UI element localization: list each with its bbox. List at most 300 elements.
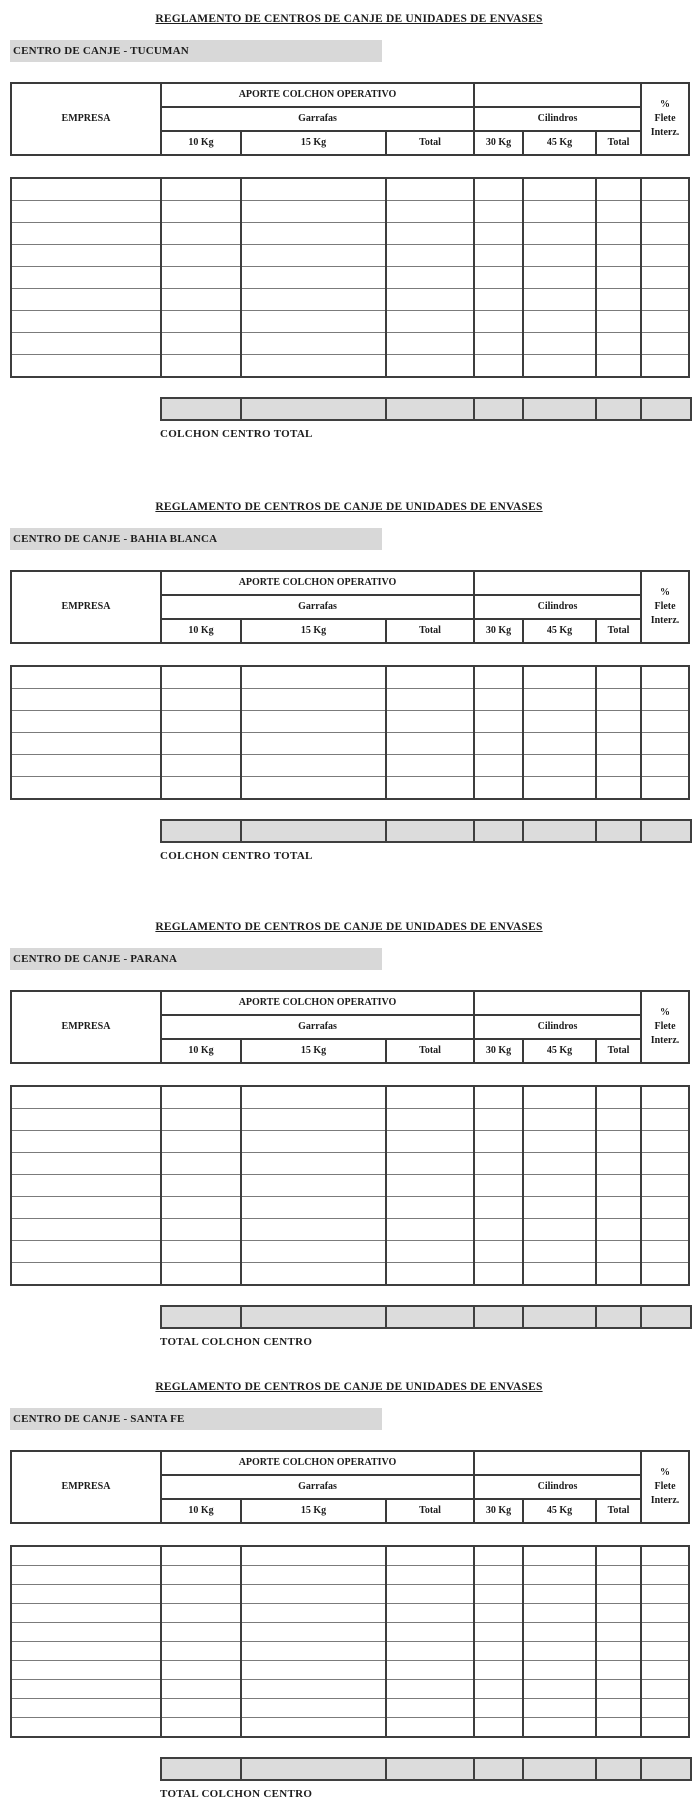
col-header-45kg: 45 Kg bbox=[523, 1039, 596, 1063]
body-cell bbox=[474, 201, 523, 223]
body-row bbox=[11, 1699, 689, 1718]
body-cell bbox=[596, 666, 641, 689]
col-header-45kg: 45 Kg bbox=[523, 1499, 596, 1523]
body-cell bbox=[474, 1131, 523, 1153]
body-cell bbox=[161, 1241, 241, 1263]
body-cell bbox=[161, 1197, 241, 1219]
body-cell bbox=[474, 689, 523, 711]
col-header-10kg: 10 Kg bbox=[161, 1039, 241, 1063]
body-row bbox=[11, 689, 689, 711]
body-cell bbox=[386, 666, 474, 689]
center-banner bbox=[10, 1408, 382, 1430]
flete-line: Interz. bbox=[650, 1495, 680, 1506]
body-cell bbox=[11, 355, 161, 378]
body-cell bbox=[241, 267, 386, 289]
body-cell bbox=[386, 1623, 474, 1642]
body-cell bbox=[386, 1718, 474, 1738]
entries-table bbox=[10, 177, 690, 378]
body-cell bbox=[523, 1086, 596, 1109]
body-cell bbox=[596, 1604, 641, 1623]
body-cell bbox=[641, 1197, 689, 1219]
body-cell bbox=[11, 1086, 161, 1109]
body-cell bbox=[523, 1175, 596, 1197]
body-row bbox=[11, 1718, 689, 1738]
body-cell bbox=[596, 711, 641, 733]
body-cell bbox=[596, 1175, 641, 1197]
body-cell bbox=[641, 1661, 689, 1680]
body-cell bbox=[386, 1241, 474, 1263]
body-cell bbox=[641, 223, 689, 245]
total-bar bbox=[160, 819, 692, 843]
body-cell bbox=[161, 1263, 241, 1286]
col-header-total-cilindros: Total bbox=[596, 131, 641, 155]
body-cell bbox=[641, 1604, 689, 1623]
body-cell bbox=[641, 245, 689, 267]
body-cell bbox=[386, 1680, 474, 1699]
body-cell bbox=[241, 733, 386, 755]
body-cell bbox=[523, 1241, 596, 1263]
total-bar-cell bbox=[162, 1307, 242, 1327]
body-cell bbox=[161, 223, 241, 245]
body-row bbox=[11, 1585, 689, 1604]
body-cell bbox=[386, 1219, 474, 1241]
document-title: REGLAMENTO DE CENTROS DE CANJE DE UNIDADES DE ENVASES bbox=[155, 13, 543, 25]
entries-table bbox=[10, 665, 690, 800]
total-bar-cell bbox=[242, 399, 387, 419]
body-cell bbox=[386, 1109, 474, 1131]
body-cell bbox=[161, 1718, 241, 1738]
body-cell bbox=[11, 777, 161, 800]
body-cell bbox=[641, 777, 689, 800]
body-row bbox=[11, 1131, 689, 1153]
body-cell bbox=[596, 355, 641, 378]
body-cell bbox=[386, 223, 474, 245]
body-cell bbox=[241, 1566, 386, 1585]
body-cell bbox=[161, 711, 241, 733]
body-cell bbox=[241, 1604, 386, 1623]
body-cell bbox=[474, 1153, 523, 1175]
body-cell bbox=[11, 1585, 161, 1604]
body-cell bbox=[386, 777, 474, 800]
body-cell bbox=[474, 1109, 523, 1131]
header-aporte: APORTE COLCHON OPERATIVO bbox=[161, 571, 474, 595]
body-cell bbox=[474, 777, 523, 800]
body-cell bbox=[523, 311, 596, 333]
body-cell bbox=[241, 689, 386, 711]
body-cell bbox=[641, 1566, 689, 1585]
body-cell bbox=[596, 1642, 641, 1661]
body-cell bbox=[241, 1153, 386, 1175]
header-flete bbox=[641, 571, 689, 643]
center-banner bbox=[10, 528, 382, 550]
col-header-10kg: 10 Kg bbox=[161, 1499, 241, 1523]
body-cell bbox=[474, 333, 523, 355]
body-cell bbox=[523, 711, 596, 733]
col-header-30kg: 30 Kg bbox=[474, 1039, 523, 1063]
body-cell bbox=[641, 1175, 689, 1197]
body-cell bbox=[523, 289, 596, 311]
body-cell bbox=[11, 1718, 161, 1738]
body-cell bbox=[596, 1623, 641, 1642]
document-title: REGLAMENTO DE CENTROS DE CANJE DE UNIDADES DE ENVASES bbox=[155, 501, 543, 513]
body-cell bbox=[523, 267, 596, 289]
body-cell bbox=[386, 1546, 474, 1566]
body-cell bbox=[241, 1219, 386, 1241]
body-cell bbox=[474, 1680, 523, 1699]
body-row bbox=[11, 245, 689, 267]
body-cell bbox=[523, 733, 596, 755]
body-cell bbox=[474, 1263, 523, 1286]
body-cell bbox=[386, 1175, 474, 1197]
total-bar-cell bbox=[162, 1759, 242, 1779]
flete-line: % bbox=[660, 587, 671, 598]
section-parana bbox=[10, 920, 688, 1348]
body-cell bbox=[474, 1604, 523, 1623]
body-cell bbox=[523, 1546, 596, 1566]
body-row bbox=[11, 666, 689, 689]
section-santa-fe bbox=[10, 1380, 688, 1800]
body-cell bbox=[596, 267, 641, 289]
body-row bbox=[11, 1566, 689, 1585]
document-title: REGLAMENTO DE CENTROS DE CANJE DE UNIDADES DE ENVASES bbox=[155, 1381, 543, 1393]
body-cell bbox=[241, 1680, 386, 1699]
body-cell bbox=[641, 1131, 689, 1153]
body-cell bbox=[241, 1585, 386, 1604]
col-header-15kg: 15 Kg bbox=[241, 619, 386, 643]
body-cell bbox=[241, 1546, 386, 1566]
header-table bbox=[10, 1450, 690, 1524]
center-banner-label: CENTRO DE CANJE - BAHIA BLANCA bbox=[13, 533, 218, 545]
flete-line: Flete bbox=[654, 113, 676, 124]
header-flete bbox=[641, 83, 689, 155]
body-cell bbox=[641, 1642, 689, 1661]
header-aporte: APORTE COLCHON OPERATIVO bbox=[161, 991, 474, 1015]
body-cell bbox=[596, 311, 641, 333]
body-cell bbox=[474, 223, 523, 245]
body-cell bbox=[11, 1263, 161, 1286]
body-cell bbox=[11, 1197, 161, 1219]
body-cell bbox=[11, 1623, 161, 1642]
body-cell bbox=[641, 1153, 689, 1175]
body-cell bbox=[641, 1623, 689, 1642]
body-cell bbox=[241, 777, 386, 800]
body-cell bbox=[474, 1623, 523, 1642]
body-cell bbox=[474, 1718, 523, 1738]
header-empty-cell bbox=[474, 1451, 641, 1475]
header-cilindros: Cilindros bbox=[474, 1475, 641, 1499]
total-bar-cell bbox=[162, 821, 242, 841]
body-cell bbox=[523, 1623, 596, 1642]
header-aporte: APORTE COLCHON OPERATIVO bbox=[161, 1451, 474, 1475]
body-cell bbox=[161, 1131, 241, 1153]
body-cell bbox=[523, 1219, 596, 1241]
body-cell bbox=[386, 1566, 474, 1585]
body-cell bbox=[523, 777, 596, 800]
body-cell bbox=[241, 201, 386, 223]
body-cell bbox=[474, 1585, 523, 1604]
body-cell bbox=[161, 1153, 241, 1175]
body-cell bbox=[161, 755, 241, 777]
body-cell bbox=[241, 245, 386, 267]
body-cell bbox=[474, 1241, 523, 1263]
body-cell bbox=[11, 223, 161, 245]
body-cell bbox=[596, 223, 641, 245]
flete-line: % bbox=[660, 1467, 671, 1478]
body-cell bbox=[641, 689, 689, 711]
body-cell bbox=[11, 711, 161, 733]
body-cell bbox=[474, 355, 523, 378]
col-header-30kg: 30 Kg bbox=[474, 131, 523, 155]
total-bar-cell bbox=[387, 399, 475, 419]
body-cell bbox=[11, 689, 161, 711]
total-bar-cell bbox=[597, 821, 642, 841]
total-label: COLCHON CENTRO TOTAL bbox=[160, 428, 313, 440]
body-row bbox=[11, 1197, 689, 1219]
header-empty-cell bbox=[474, 83, 641, 107]
col-header-45kg: 45 Kg bbox=[523, 131, 596, 155]
body-cell bbox=[474, 1086, 523, 1109]
body-row bbox=[11, 733, 689, 755]
body-cell bbox=[641, 1263, 689, 1286]
total-bar-cell bbox=[597, 1307, 642, 1327]
body-cell bbox=[161, 1546, 241, 1566]
body-cell bbox=[241, 1086, 386, 1109]
body-cell bbox=[241, 311, 386, 333]
body-cell bbox=[596, 245, 641, 267]
body-cell bbox=[11, 733, 161, 755]
body-cell bbox=[474, 1642, 523, 1661]
total-bar-cell bbox=[642, 399, 690, 419]
body-cell bbox=[386, 201, 474, 223]
flete-line: Flete bbox=[654, 1021, 676, 1032]
body-row bbox=[11, 777, 689, 800]
col-header-total-garrafas: Total bbox=[386, 1499, 474, 1523]
body-cell bbox=[523, 1642, 596, 1661]
header-table bbox=[10, 82, 690, 156]
body-cell bbox=[11, 289, 161, 311]
total-bar-cell bbox=[242, 1759, 387, 1779]
body-cell bbox=[474, 178, 523, 201]
body-cell bbox=[474, 245, 523, 267]
body-cell bbox=[474, 1197, 523, 1219]
body-cell bbox=[641, 1241, 689, 1263]
center-banner-label: CENTRO DE CANJE - SANTA FE bbox=[13, 1413, 185, 1425]
flete-line: Interz. bbox=[650, 1035, 680, 1046]
body-cell bbox=[11, 1661, 161, 1680]
body-cell bbox=[641, 711, 689, 733]
body-row bbox=[11, 311, 689, 333]
body-cell bbox=[241, 1661, 386, 1680]
body-row bbox=[11, 178, 689, 201]
body-cell bbox=[474, 289, 523, 311]
header-flete bbox=[641, 1451, 689, 1523]
total-bar-cell bbox=[524, 1307, 597, 1327]
body-row bbox=[11, 1263, 689, 1286]
total-bar-cell bbox=[524, 399, 597, 419]
body-cell bbox=[11, 1219, 161, 1241]
body-cell bbox=[641, 733, 689, 755]
body-cell bbox=[161, 1585, 241, 1604]
body-cell bbox=[11, 1680, 161, 1699]
total-bar-cell bbox=[475, 399, 524, 419]
total-bar-cell bbox=[524, 821, 597, 841]
body-cell bbox=[11, 1642, 161, 1661]
body-cell bbox=[474, 1175, 523, 1197]
header-empresa: EMPRESA bbox=[11, 1451, 161, 1523]
body-cell bbox=[596, 333, 641, 355]
body-cell bbox=[523, 1661, 596, 1680]
body-cell bbox=[474, 666, 523, 689]
flete-line: Flete bbox=[654, 1481, 676, 1492]
col-header-10kg: 10 Kg bbox=[161, 619, 241, 643]
body-cell bbox=[596, 1585, 641, 1604]
total-bar-cell bbox=[642, 1307, 690, 1327]
body-cell bbox=[596, 178, 641, 201]
body-row bbox=[11, 201, 689, 223]
body-cell bbox=[241, 755, 386, 777]
body-cell bbox=[241, 1131, 386, 1153]
body-cell bbox=[523, 666, 596, 689]
body-cell bbox=[386, 1086, 474, 1109]
body-cell bbox=[596, 289, 641, 311]
body-cell bbox=[11, 245, 161, 267]
body-cell bbox=[241, 1241, 386, 1263]
body-cell bbox=[523, 1263, 596, 1286]
col-header-total-garrafas: Total bbox=[386, 131, 474, 155]
header-cilindros: Cilindros bbox=[474, 1015, 641, 1039]
body-cell bbox=[523, 1699, 596, 1718]
entries-table bbox=[10, 1085, 690, 1286]
body-cell bbox=[523, 201, 596, 223]
header-cilindros: Cilindros bbox=[474, 107, 641, 131]
total-bar bbox=[160, 397, 692, 421]
body-cell bbox=[11, 1153, 161, 1175]
header-table bbox=[10, 570, 690, 644]
body-row bbox=[11, 1109, 689, 1131]
body-cell bbox=[474, 1219, 523, 1241]
body-cell bbox=[641, 201, 689, 223]
total-label: TOTAL COLCHON CENTRO bbox=[160, 1788, 313, 1800]
body-cell bbox=[474, 755, 523, 777]
header-garrafas: Garrafas bbox=[161, 1475, 474, 1499]
total-bar-cell bbox=[387, 821, 475, 841]
body-cell bbox=[386, 755, 474, 777]
flete-line: % bbox=[660, 99, 671, 110]
col-header-15kg: 15 Kg bbox=[241, 131, 386, 155]
total-label: COLCHON CENTRO TOTAL bbox=[160, 850, 313, 862]
body-cell bbox=[641, 355, 689, 378]
center-banner-label: CENTRO DE CANJE - PARANA bbox=[13, 953, 178, 965]
body-cell bbox=[161, 1175, 241, 1197]
body-cell bbox=[386, 1699, 474, 1718]
col-header-30kg: 30 Kg bbox=[474, 619, 523, 643]
center-banner bbox=[10, 40, 382, 62]
header-flete bbox=[641, 991, 689, 1063]
body-cell bbox=[474, 711, 523, 733]
body-cell bbox=[161, 333, 241, 355]
total-bar bbox=[160, 1305, 692, 1329]
col-header-15kg: 15 Kg bbox=[241, 1039, 386, 1063]
body-cell bbox=[386, 289, 474, 311]
col-header-total-garrafas: Total bbox=[386, 1039, 474, 1063]
body-cell bbox=[641, 1680, 689, 1699]
header-empresa: EMPRESA bbox=[11, 83, 161, 155]
body-cell bbox=[161, 1219, 241, 1241]
body-cell bbox=[596, 1109, 641, 1131]
body-cell bbox=[523, 689, 596, 711]
body-row bbox=[11, 1153, 689, 1175]
body-cell bbox=[11, 1699, 161, 1718]
body-cell bbox=[523, 755, 596, 777]
body-cell bbox=[474, 267, 523, 289]
body-cell bbox=[161, 267, 241, 289]
body-cell bbox=[161, 1604, 241, 1623]
body-cell bbox=[11, 1546, 161, 1566]
body-cell bbox=[596, 1153, 641, 1175]
body-row bbox=[11, 1175, 689, 1197]
total-bar-cell bbox=[387, 1759, 475, 1779]
col-header-total-cilindros: Total bbox=[596, 619, 641, 643]
body-cell bbox=[386, 689, 474, 711]
body-cell bbox=[241, 1642, 386, 1661]
body-cell bbox=[386, 178, 474, 201]
header-garrafas: Garrafas bbox=[161, 1015, 474, 1039]
body-cell bbox=[523, 333, 596, 355]
body-cell bbox=[386, 1153, 474, 1175]
body-cell bbox=[596, 1546, 641, 1566]
document-title: REGLAMENTO DE CENTROS DE CANJE DE UNIDADES DE ENVASES bbox=[155, 921, 543, 933]
total-bar-cell bbox=[475, 1759, 524, 1779]
header-aporte: APORTE COLCHON OPERATIVO bbox=[161, 83, 474, 107]
body-cell bbox=[161, 201, 241, 223]
entries-table bbox=[10, 1545, 690, 1738]
body-row bbox=[11, 1241, 689, 1263]
body-cell bbox=[641, 267, 689, 289]
body-cell bbox=[241, 1197, 386, 1219]
col-header-30kg: 30 Kg bbox=[474, 1499, 523, 1523]
body-cell bbox=[596, 1241, 641, 1263]
body-cell bbox=[596, 1718, 641, 1738]
body-cell bbox=[11, 666, 161, 689]
body-cell bbox=[641, 1546, 689, 1566]
body-cell bbox=[161, 1623, 241, 1642]
col-header-10kg: 10 Kg bbox=[161, 131, 241, 155]
section-bahia-blanca bbox=[10, 500, 688, 862]
total-bar-cell bbox=[642, 821, 690, 841]
body-cell bbox=[161, 1642, 241, 1661]
col-header-total-cilindros: Total bbox=[596, 1499, 641, 1523]
total-bar-cell bbox=[387, 1307, 475, 1327]
body-row bbox=[11, 711, 689, 733]
total-label: TOTAL COLCHON CENTRO bbox=[160, 1336, 313, 1348]
body-cell bbox=[386, 1642, 474, 1661]
col-header-total-cilindros: Total bbox=[596, 1039, 641, 1063]
header-garrafas: Garrafas bbox=[161, 595, 474, 619]
body-cell bbox=[596, 1680, 641, 1699]
body-cell bbox=[641, 178, 689, 201]
body-cell bbox=[11, 1131, 161, 1153]
body-cell bbox=[641, 755, 689, 777]
body-cell bbox=[474, 733, 523, 755]
col-header-45kg: 45 Kg bbox=[523, 619, 596, 643]
header-empty-cell bbox=[474, 991, 641, 1015]
body-cell bbox=[523, 223, 596, 245]
body-cell bbox=[241, 355, 386, 378]
body-row bbox=[11, 1623, 689, 1642]
body-cell bbox=[641, 1109, 689, 1131]
body-cell bbox=[386, 711, 474, 733]
col-header-15kg: 15 Kg bbox=[241, 1499, 386, 1523]
